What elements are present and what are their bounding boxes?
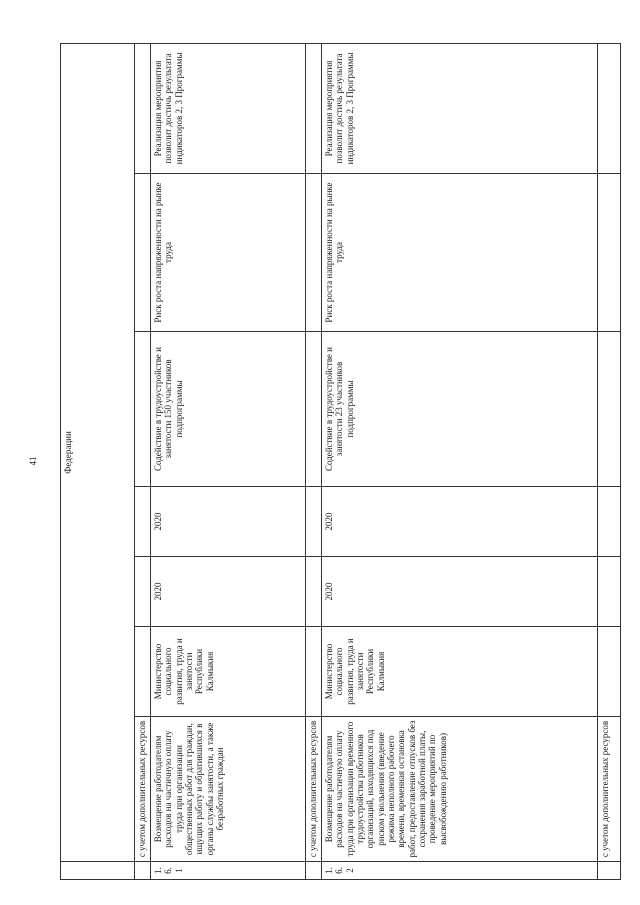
- table-row: [151, 43, 306, 879]
- federation-cell: Федерации: [61, 43, 135, 861]
- row-number: 1.6.2: [322, 862, 598, 880]
- table-row: [135, 43, 151, 879]
- result-cell: Содействие в трудоустройстве и занятости 23 участников подпрограммы: [322, 332, 598, 487]
- page-number: 41: [28, 456, 38, 466]
- table-row: [322, 43, 598, 879]
- indicator-cell: Реализация мероприятия позволит достичь результата индикаторов 2, 3 Программы: [322, 43, 598, 173]
- risk-cell: Риск роста напряженности на рынке труда: [322, 174, 598, 332]
- row-number: 1.6.1: [151, 862, 306, 880]
- additional-resources-label: с учетом дополнительных ресурсов: [306, 717, 322, 862]
- table-row: [306, 43, 322, 879]
- program-measures-table: [60, 43, 621, 880]
- measure-name: Возмещение работодателям расходов на частичную оплату труда при организации общественных работ для граждан, ищущих работу и обратившихся в органы службы занятости, а также безработных граждан: [151, 717, 306, 862]
- additional-resources-label: с учетом дополнительных ресурсов: [135, 717, 151, 862]
- year-end-cell: 2020: [151, 487, 306, 557]
- executor-cell: Министерство социального развития, труда и занятости Республики Калмыкия: [151, 627, 306, 717]
- risk-cell: Риск роста напряженности на рынке труда: [151, 174, 306, 332]
- result-cell: Содействие в трудоустройстве и занятости 150 участников подпрограммы: [151, 332, 306, 487]
- year-end-cell: 2020: [322, 487, 598, 557]
- executor-cell: Министерство социального развития, труда и занятости Республики Калмыкия: [322, 627, 598, 717]
- year-start-cell: 2020: [151, 557, 306, 627]
- table-row: [598, 43, 621, 879]
- additional-resources-label: с учетом дополнительных ресурсов: [598, 717, 621, 862]
- indicator-cell: Реализация мероприятия позволит достичь результата индикаторов 2, 3 Программы: [151, 43, 306, 173]
- rotated-table-container: [60, 44, 620, 880]
- table-row: [61, 43, 135, 879]
- year-start-cell: 2020: [322, 557, 598, 627]
- measure-name: Возмещение работодателям расходов на частичную оплату труда при организации временного трудоустройства работников организаций, находящихся под риском увольнения (введение режима неполного рабочего времени, временная остановка работ, предоставление отпусков без сохранения заработной платы, проведение мероприятий по высвобождению работников): [322, 717, 598, 862]
